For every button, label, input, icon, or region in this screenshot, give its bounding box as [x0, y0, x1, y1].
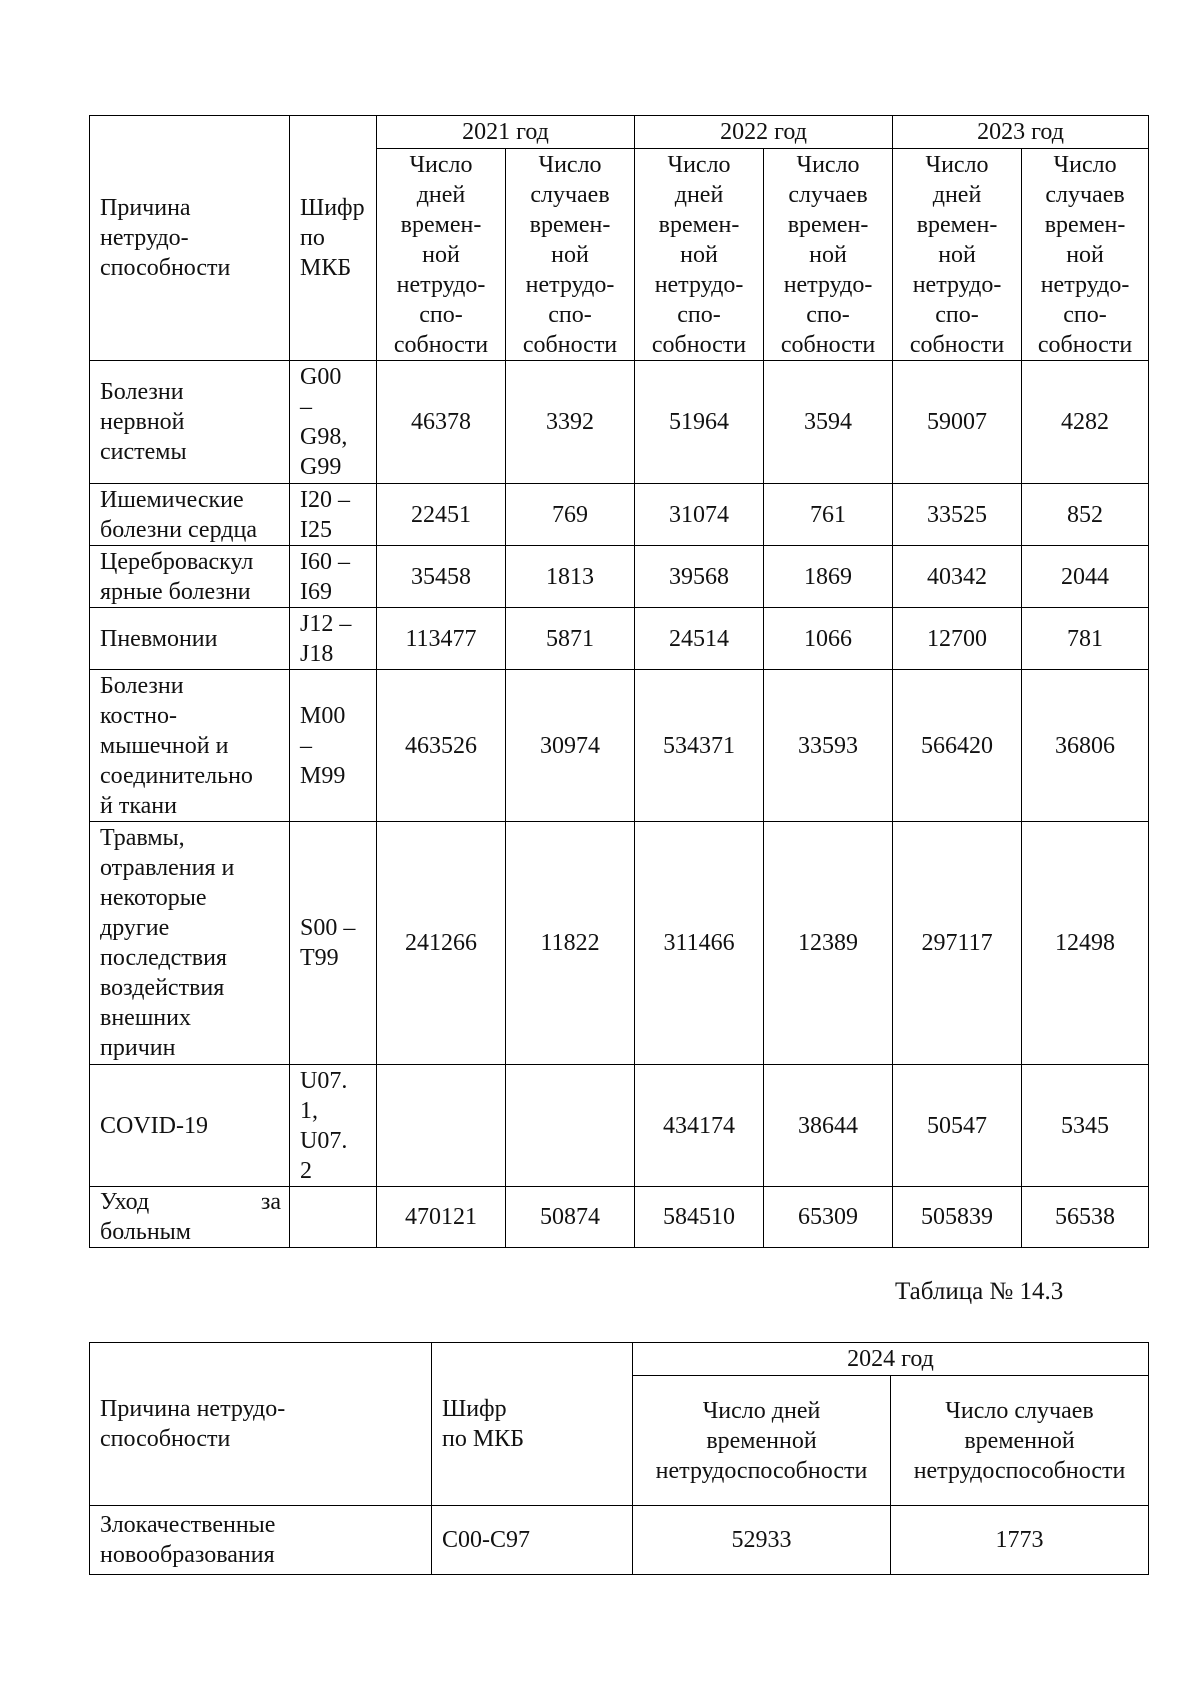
header-year-2021: 2021 год [377, 116, 635, 149]
header-cases: Число случаев времен- ной нетрудо- спо- собности [506, 149, 635, 361]
cell-cases-2022: 33593 [764, 670, 893, 822]
table-14-3-malignant-neoplasms-2024 [89, 1342, 1149, 1575]
cell-days-2022: 434174 [635, 1065, 764, 1187]
table-row [90, 361, 1149, 484]
cell-days-2022: 311466 [635, 822, 764, 1065]
header-days: Число дней времен- ной нетрудо- спо- собности [893, 149, 1022, 361]
cell-cases-2021: 11822 [506, 822, 635, 1065]
row-code: S00 – T99 [290, 822, 377, 1065]
cell-cases-2023: 12498 [1022, 822, 1149, 1065]
cell-days-2023: 59007 [893, 361, 1022, 484]
row-code: U07. 1, U07. 2 [290, 1065, 377, 1187]
cell-days-2022: 584510 [635, 1187, 764, 1248]
cell-days-2024: 52933 [633, 1506, 891, 1575]
cell-days-2021: 46378 [377, 361, 506, 484]
cell-days-2023: 40342 [893, 546, 1022, 608]
row-cause: Пневмонии [90, 608, 290, 670]
cell-cases-2022: 12389 [764, 822, 893, 1065]
header-code: Шифр по МКБ [290, 116, 377, 361]
cell-cases-2021 [506, 1065, 635, 1187]
cell-days-2021: 241266 [377, 822, 506, 1065]
header-days: Число дней времен- ной нетрудо- спо- собности [377, 149, 506, 361]
table-row [90, 484, 1149, 546]
cell-cases-2024: 1773 [891, 1506, 1149, 1575]
table-row [90, 1187, 1149, 1248]
cell-days-2021: 35458 [377, 546, 506, 608]
cell-cases-2021: 769 [506, 484, 635, 546]
cell-days-2021: 463526 [377, 670, 506, 822]
row-cause: Травмы, отравления и некоторые другие последствия воздействия внешних причин [90, 822, 290, 1065]
header-days: Число дней временной нетрудоспособности [633, 1376, 891, 1506]
cell-cases-2021: 30974 [506, 670, 635, 822]
cell-cases-2022: 38644 [764, 1065, 893, 1187]
header-cases: Число случаев времен- ной нетрудо- спо- собности [764, 149, 893, 361]
table-row [90, 1506, 1149, 1575]
row-cause: Болезни костно- мышечной и соединительно й ткани [90, 670, 290, 822]
row-code: M00 – M99 [290, 670, 377, 822]
cell-cases-2023: 4282 [1022, 361, 1149, 484]
cell-days-2021: 113477 [377, 608, 506, 670]
cell-cases-2022: 761 [764, 484, 893, 546]
cell-days-2022: 39568 [635, 546, 764, 608]
cell-cases-2023: 5345 [1022, 1065, 1149, 1187]
header-cause: Причина нетрудо- способности [90, 1343, 432, 1506]
row-code: I60 – I69 [290, 546, 377, 608]
cell-days-2022: 534371 [635, 670, 764, 822]
table-row [90, 608, 1149, 670]
row-code: I20 – I25 [290, 484, 377, 546]
table-temporary-disability-2021-2023 [89, 115, 1149, 1248]
cell-cases-2022: 3594 [764, 361, 893, 484]
cell-days-2023: 505839 [893, 1187, 1022, 1248]
cell-cases-2023: 2044 [1022, 546, 1149, 608]
table-row [90, 546, 1149, 608]
cell-cases-2021: 3392 [506, 361, 635, 484]
cell-days-2022: 51964 [635, 361, 764, 484]
row-code [290, 1187, 377, 1248]
header-cases: Число случаев временной нетрудоспособности [891, 1376, 1149, 1506]
cell-days-2021: 22451 [377, 484, 506, 546]
row-cause: Злокачественные новообразования [90, 1506, 432, 1575]
header-year-2024: 2024 год [633, 1343, 1149, 1376]
cell-days-2023: 297117 [893, 822, 1022, 1065]
header-code: Шифр по МКБ [432, 1343, 633, 1506]
cell-cases-2023: 56538 [1022, 1187, 1149, 1248]
table-caption: Таблица № 14.3 [895, 1278, 1064, 1305]
cell-cases-2022: 1869 [764, 546, 893, 608]
cell-cases-2021: 50874 [506, 1187, 635, 1248]
cell-days-2023: 566420 [893, 670, 1022, 822]
cell-cases-2023: 781 [1022, 608, 1149, 670]
header-days: Число дней времен- ной нетрудо- спо- собности [635, 149, 764, 361]
table-row [90, 670, 1149, 822]
cell-cases-2023: 852 [1022, 484, 1149, 546]
cell-cases-2023: 36806 [1022, 670, 1149, 822]
cell-days-2021 [377, 1065, 506, 1187]
table-row [90, 822, 1149, 1065]
cell-days-2023: 12700 [893, 608, 1022, 670]
row-code: J12 – J18 [290, 608, 377, 670]
cell-days-2022: 24514 [635, 608, 764, 670]
cell-days-2021: 470121 [377, 1187, 506, 1248]
cell-days-2022: 31074 [635, 484, 764, 546]
header-year-2023: 2023 год [893, 116, 1149, 149]
row-cause: Ишемические болезни сердца [90, 484, 290, 546]
header-cases: Число случаев времен- ной нетрудо- спо- собности [1022, 149, 1149, 361]
row-cause: Цереброваскул ярные болезни [90, 546, 290, 608]
cell-cases-2021: 1813 [506, 546, 635, 608]
cell-cases-2022: 1066 [764, 608, 893, 670]
row-code: С00-С97 [432, 1506, 633, 1575]
cell-days-2023: 50547 [893, 1065, 1022, 1187]
cell-cases-2021: 5871 [506, 608, 635, 670]
header-year-2022: 2022 год [635, 116, 893, 149]
cell-cases-2022: 65309 [764, 1187, 893, 1248]
header-cause: Причина нетрудо- способности [90, 116, 290, 361]
cell-days-2023: 33525 [893, 484, 1022, 546]
table-row [90, 1065, 1149, 1187]
row-cause: COVID-19 [90, 1065, 290, 1187]
row-cause: Уход за больным [90, 1187, 290, 1248]
row-code: G00 – G98, G99 [290, 361, 377, 484]
row-cause: Болезни нервной системы [90, 361, 290, 484]
